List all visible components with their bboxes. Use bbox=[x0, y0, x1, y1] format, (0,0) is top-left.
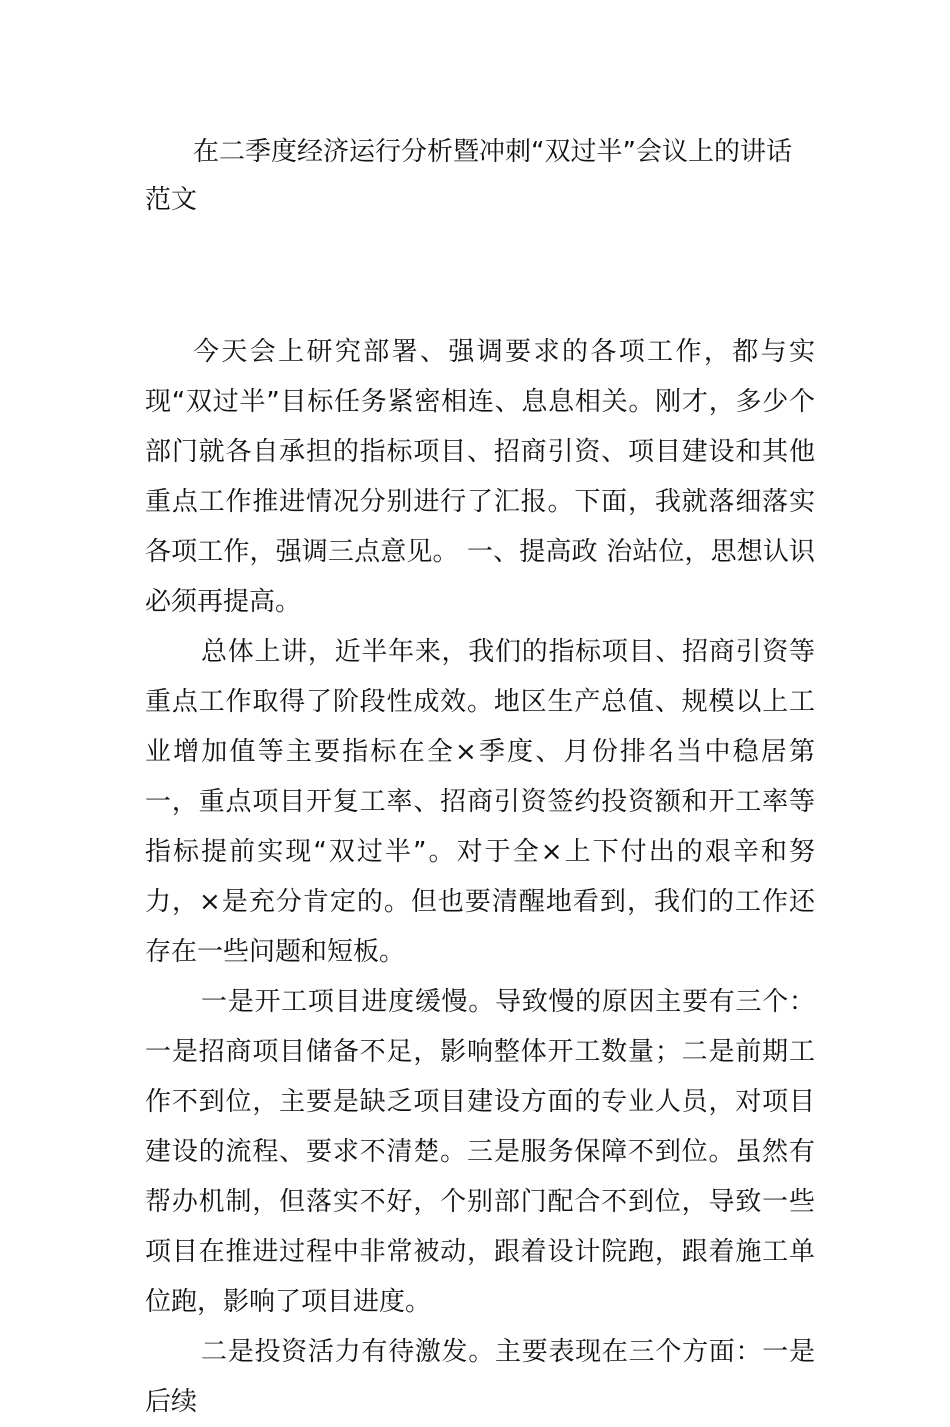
paragraph-issue-one: 一是开工项目进度缓慢。导致慢的原因主要有三个：一是招商项目储备不足，影响整体开工数量；二是前期工作不到位，主要是缺乏项目建设方面的专业人员，对项目建设的流程、要求不清楚。三是服务保障不到位。虽然有帮办机制，但落实不好，个别部门配合不到位，导致一些项目在推进过程中非常被动，跟着设计院跑，跟着施工单位跑，影响了项目进度。 bbox=[145, 987, 815, 1317]
paragraph-overview: 总体上讲，近半年来，我们的指标项目、招商引资等重点工作取得了阶段性成效。地区生产总值、规模以上工业增加值等主要指标在全×季度、月份排名当中稳居第一，重点项目开复工率、招商引资签约投资额和开工率等指标提前实现“双过半”。对于全×上下付出的艰辛和努力，×是充分肯定的。但也要清醒地看到，我们的工作还存在一些问题和短板。 bbox=[145, 637, 815, 967]
document-body bbox=[145, 327, 815, 1427]
paragraph-issue-two: 二是投资活力有待激发。主要表现在三个方面：一是后续 bbox=[145, 1337, 815, 1417]
document-title: 在二季度经济运行分析暨冲刺“双过半”会议上的讲话范文 bbox=[145, 137, 792, 215]
paragraph-opening: 今天会上研究部署、强调要求的各项工作，都与实现“双过半”目标任务紧密相连、息息相关。刚才，多少个部门就各自承担的指标项目、招商引资、项目建设和其他重点工作推进情况分别进行了汇报。下面，我就落细落实各项工作，强调三点意见。 一、提高政 治站位，思想认识必须再提高。 bbox=[145, 337, 815, 617]
